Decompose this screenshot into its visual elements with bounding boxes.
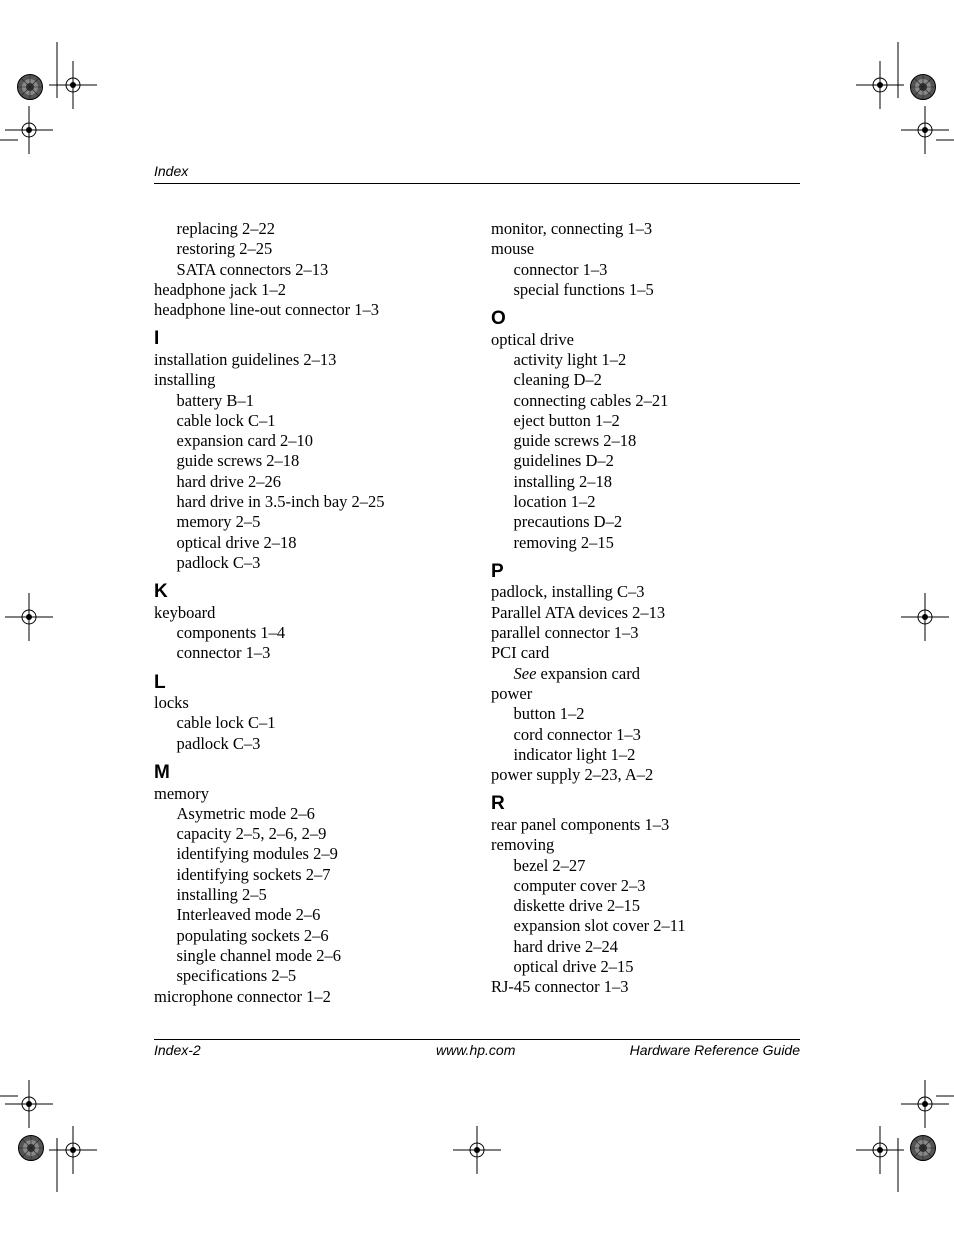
index-section-letter: K: [154, 581, 168, 603]
index-subentry: padlock C–3: [176, 733, 261, 753]
index-subentry: hard drive 2–24: [513, 936, 618, 956]
header-rule: [154, 183, 800, 184]
index-subentry: memory 2–5: [176, 512, 261, 532]
running-header: Index: [154, 163, 189, 179]
index-section-letter: M: [154, 762, 170, 784]
index-section-letter: P: [491, 560, 504, 582]
index-subentry: activity light 1–2: [513, 349, 627, 369]
index-entry: PCI card: [491, 643, 550, 663]
index-subentry: Interleaved mode 2–6: [176, 905, 321, 925]
index-entry: removing: [491, 835, 555, 855]
index-column-right: [491, 219, 811, 998]
index-subentry: components 1–4: [176, 623, 286, 643]
footer-url: www.hp.com: [436, 1042, 516, 1058]
index-subentry: padlock C–3: [176, 552, 261, 572]
index-subentry: single channel mode 2–6: [176, 945, 342, 965]
registration-crosshair-icon: [49, 1126, 97, 1174]
index-subentry: optical drive 2–15: [513, 957, 634, 976]
index-subentry: special functions 1–5: [513, 279, 654, 299]
index-subentry: guidelines D–2: [513, 451, 614, 471]
index-subentry: computer cover 2–3: [513, 875, 646, 895]
index-entry: padlock, installing C–3: [491, 582, 645, 602]
index-subentry: button 1–2: [513, 704, 585, 724]
footer-rule: [154, 1039, 800, 1040]
registration-wheel-icon: [911, 75, 936, 100]
index-section-letter: R: [491, 793, 505, 815]
index-subentry: installing 2–5: [176, 885, 267, 905]
index-subentry: diskette drive 2–15: [513, 896, 640, 916]
index-entry: locks: [154, 693, 189, 713]
index-subentry: identifying sockets 2–7: [176, 864, 331, 884]
index-entry: monitor, connecting 1–3: [491, 219, 653, 238]
registration-crosshair-icon: [901, 593, 949, 641]
index-entry: headphone line-out connector 1–3: [154, 300, 379, 320]
index-entry: rear panel components 1–3: [491, 814, 670, 834]
index-entry: power supply 2–23, A–2: [491, 765, 654, 785]
index-subentry: removing 2–15: [513, 532, 614, 552]
index-entry: mouse: [491, 239, 535, 259]
index-entry: power: [491, 683, 533, 703]
index-subentry: cleaning D–2: [513, 370, 602, 390]
index-section-letter: O: [491, 308, 506, 330]
registration-wheel-icon: [911, 1136, 936, 1161]
index-entry: Parallel ATA devices 2–13: [491, 602, 666, 622]
index-entry: RJ-45 connector 1–3: [491, 977, 629, 997]
registration-crosshair-icon: [856, 1126, 904, 1174]
index-subentry: guide screws 2–18: [513, 431, 637, 451]
index-entry: installing: [154, 370, 216, 390]
registration-crosshair-icon: [5, 106, 53, 154]
index-subentry: populating sockets 2–6: [176, 925, 329, 945]
index-column-left: [154, 219, 474, 1007]
index-entry: installation guidelines 2–13: [154, 349, 337, 369]
registration-crosshair-icon: [453, 1126, 501, 1174]
index-subentry: identifying modules 2–9: [176, 844, 338, 864]
index-entry: keyboard: [154, 602, 216, 622]
index-subentry: indicator light 1–2: [513, 744, 636, 764]
index-subentry: guide screws 2–18: [176, 451, 300, 471]
registration-crosshair-icon: [5, 1080, 53, 1128]
registration-crosshair-icon: [901, 106, 949, 154]
index-subentry: expansion card 2–10: [176, 431, 314, 451]
index-subentry: location 1–2: [513, 492, 596, 512]
registration-wheel-icon: [19, 1136, 44, 1161]
footer-page-number: Index-2: [154, 1042, 201, 1058]
index-subentry: expansion slot cover 2–11: [513, 916, 686, 936]
index-subentry: specifications 2–5: [176, 966, 297, 986]
registration-crosshair-icon: [49, 61, 97, 109]
index-subentry: Asymetric mode 2–6: [176, 803, 315, 823]
index-subentry: eject button 1–2: [513, 410, 620, 430]
registration-crosshair-icon: [5, 593, 53, 641]
index-subentry: installing 2–18: [513, 471, 613, 491]
index-subentry: hard drive in 3.5-inch bay 2–25: [176, 492, 385, 512]
index-entry: optical drive: [491, 329, 574, 349]
index-section-letter: L: [154, 671, 166, 693]
index-subentry: replacing 2–22: [176, 219, 276, 238]
index-subentry: optical drive 2–18: [176, 532, 297, 552]
index-section-letter: I: [154, 328, 160, 350]
registration-wheel-icon: [18, 75, 43, 100]
index-subentry: SATA connectors 2–13: [176, 259, 329, 279]
index-subentry: connector 1–3: [513, 259, 608, 279]
registration-crosshair-icon: [901, 1080, 949, 1128]
index-subentry: capacity 2–5, 2–6, 2–9: [176, 824, 327, 844]
index-subentry: cable lock C–1: [176, 410, 276, 430]
index-entry: microphone connector 1–2: [154, 986, 331, 1006]
registration-crosshair-icon: [856, 61, 904, 109]
index-subentry: battery B–1: [176, 390, 254, 410]
see-reference-target: expansion card: [536, 663, 640, 683]
footer-guide-title: Hardware Reference Guide: [629, 1042, 800, 1058]
index-subentry: bezel 2–27: [513, 855, 586, 875]
index-subentry: hard drive 2–26: [176, 471, 281, 491]
index-subentry: cord connector 1–3: [513, 724, 641, 744]
index-subentry: restoring 2–25: [176, 239, 273, 259]
index-subentry: connecting cables 2–21: [513, 390, 669, 410]
index-entry: headphone jack 1–2: [154, 279, 286, 299]
index-subentry: connector 1–3: [176, 643, 271, 663]
index-entry: parallel connector 1–3: [491, 623, 639, 643]
index-subentry: [491, 664, 811, 684]
index-subentry: precautions D–2: [513, 512, 623, 532]
index-subentry: cable lock C–1: [176, 713, 276, 733]
see-reference-label: See: [513, 663, 537, 683]
index-entry: memory: [154, 783, 209, 803]
